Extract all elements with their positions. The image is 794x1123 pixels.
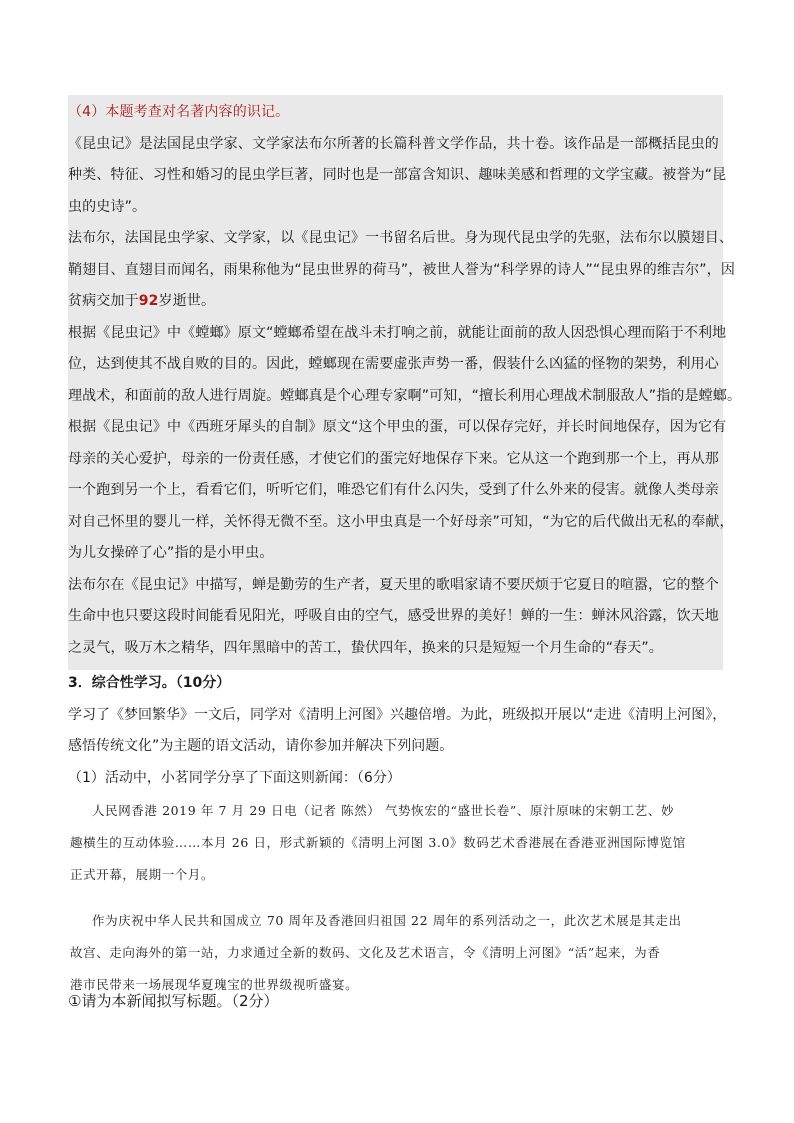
sub-question-1: （1）活动中，小茗同学分享了下面这则新闻：（6分） [68, 769, 401, 786]
news-line: 趣横生的互动体验……本月 26 日，形式新颖的《清明上河图 3.0》数码艺术香港展在香港亚洲国际博览馆 [70, 835, 686, 850]
news-article [68, 795, 728, 1001]
question-3-section [68, 668, 728, 794]
news-line: 故宫、走向海外的第一站，力求通过全新的数码、文化及艺术语言，令《清明上河图》“活”起来，为香 [70, 945, 661, 960]
answer-line: 一个跑到另一个上，看看它们，听听它们，唯恐它们有什么闪失，受到了什么外来的侵害。就像人类母亲 [68, 482, 719, 498]
answer-line: 法布尔，法国昆虫学家、文学家，以《昆虫记》一书留名后世。身为现代昆虫学的先驱，法布尔以膜翅目、 [68, 230, 734, 246]
news-line: 人民网香港 2019 年 7 月 29 日电（记者 陈然） 气势恢宏的“盛世长卷”、原汁原味的宋朝工艺、妙 [92, 803, 675, 818]
answer-line: 虫的史诗”。 [68, 198, 147, 215]
sub-item-section [68, 986, 728, 1018]
answer-line: 生命中也只要这段时间能看见阳光，呼吸自由的空气，感受世界的美好！蝉的一生：蝉沐风浴露，饮天地 [68, 608, 719, 624]
age-number: 92 [138, 293, 159, 309]
answer-line: 为儿女操碎了心”指的是小甲虫。 [68, 545, 274, 561]
q4-heading [68, 97, 723, 129]
answer-line: 法布尔在《昆虫记》中描写，蝉是勤劳的生产者，夏天里的歌唱家请不要厌烦于它夏日的喧嚣，它的整个 [68, 576, 719, 593]
answer-text: 贫病交加于 [68, 293, 139, 309]
answer-line: 母亲的关心爱护，母亲的一份责任感，才使它们的蛋完好地保存下来。它从这一个跑到那一个上，再从那 [68, 450, 719, 467]
answer-line [68, 286, 723, 318]
answer-line: 种类、特征、习性和婚习的昆虫学巨著，同时也是一部富含知识、趣味美感和哲理的文学宝藏。被誉为“昆 [68, 167, 727, 183]
answer-text: 岁逝世。 [158, 293, 216, 309]
answer-line: 鞘翅目、直翅目而闻名，雨果称他为“昆虫世界的荷马”，被世人誉为“科学界的诗人”“昆虫界的维吉尔”，因 [68, 261, 736, 278]
answer-line: 理战术，和面前的敌人进行周旋。螳螂真是个心理专家啊”可知，“擅长利用心理战术制服敌人”指的是螳螂。 [68, 387, 742, 404]
answer-line: 根据《昆虫记》中《西班牙犀头的自制》原文“这个甲虫的蛋，可以保存完好，并长时间地保存，因为它有 [68, 419, 727, 435]
news-line: 港市民带来一场展现华夏瑰宝的世界级视听盛宴。 [70, 977, 359, 992]
answer-line: 位，达到使其不战自败的目的。因此，螳螂现在需要虚张声势一番，假装什么凶猛的怪物的架势，利用心 [68, 356, 719, 372]
news-line: 正式开幕，展期一个月。 [70, 867, 215, 882]
question-3-title: 3．综合性学习。（10分） [68, 675, 231, 691]
question-intro-line: 学习了《梦回繁华》一文后，同学对《清明上河图》兴趣倍增。为此，班级拟开展以“走进《清明上河图》， [68, 706, 727, 723]
answer-explanation-block [68, 95, 742, 670]
answer-line: 根据《昆虫记》中《螳螂》原文“螳螂希望在战斗未打响之前，就能让面前的敌人因恐惧心理而陷于不利地 [68, 324, 727, 341]
answer-line: 《昆虫记》是法国昆虫学家、文学家法布尔所著的长篇科普文学作品，共十卷。该作品是一部概括昆虫的 [68, 135, 719, 152]
q4-heading-text: （4）本题考查对名著内容的识记。 [68, 104, 290, 120]
answer-line: 之灵气，吸万木之精华，四年黑暗中的苦工，蛰伏四年，换来的只是短短一个月生命的“春天”。 [68, 639, 663, 656]
question-intro-line: 感悟传统文化”为主题的语文活动，请你参加并解决下列问题。 [68, 738, 454, 754]
answer-line: 对自己怀里的婴儿一样，关怀得无微不至。这小甲虫真是一个好母亲”可知，“为它的后代做出无私的奉献， [68, 513, 734, 530]
sub-item-1: ①请为本新闻拟写标题。（2分） [68, 992, 279, 1010]
news-line: 作为庆祝中华人民共和国成立 70 周年及香港回归祖国 22 周年的系列活动之一，此次艺术展是其走出 [92, 913, 682, 928]
